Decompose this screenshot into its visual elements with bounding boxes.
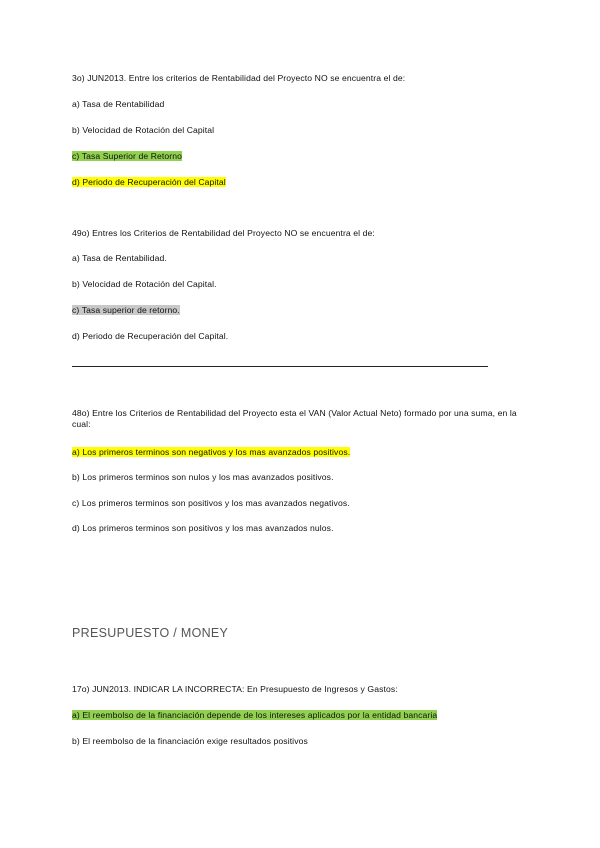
highlighted-option-text: a) Los primeros terminos son negativos y los mas avanzados positivos.	[72, 447, 351, 457]
option-text: a) Tasa de Rentabilidad.	[72, 253, 167, 263]
option-text: b) Los primeros terminos son nulos y los mas avanzados positivos.	[72, 472, 334, 482]
question-49-option-c	[72, 305, 180, 316]
question-48-option-c	[72, 498, 350, 509]
question-3-option-a	[72, 99, 164, 110]
question-49-label: 49o) Entres los Criterios de Rentabilidad del Proyecto NO se encuentra el de:	[72, 228, 375, 238]
highlighted-option-text: c) Tasa Superior de Retorno	[72, 151, 183, 161]
question-49-option-b	[72, 279, 217, 290]
question-3-option-b	[72, 125, 214, 136]
question-48-label: 48o) Entre los Criterios de Rentabilidad del Proyecto esta el VAN (Valor Actual Neto) formado por una suma, en la cual:	[72, 408, 517, 429]
option-text: a) Tasa de Rentabilidad	[72, 99, 165, 109]
option-text: b) El reembolso de la financiación exige resultados positivos	[72, 736, 308, 746]
question-48-text	[72, 408, 524, 430]
question-3-label: 3o) JUN2013. Entre los criterios de Rentabilidad del Proyecto NO se encuentra el de:	[72, 73, 406, 83]
question-3-option-d	[72, 177, 226, 188]
option-text: b) Velocidad de Rotación del Capital.	[72, 279, 217, 289]
question-49-option-a	[72, 253, 167, 264]
option-text: d) Los primeros terminos son positivos y los mas avanzados nulos.	[72, 523, 334, 533]
question-17-option-b	[72, 736, 308, 747]
option-text: c) Los primeros terminos son positivos y los mas avanzados negativos.	[72, 498, 350, 508]
highlighted-option-text: c) Tasa superior de retorno.	[72, 305, 180, 315]
highlighted-option-text: d) Periodo de Recuperación del Capital	[72, 177, 226, 187]
question-17-option-a	[72, 710, 437, 721]
question-48-option-b	[72, 472, 334, 483]
question-48-option-d	[72, 523, 334, 534]
question-17-text	[72, 684, 398, 695]
question-48-option-a	[72, 447, 350, 458]
option-text: b) Velocidad de Rotación del Capital	[72, 125, 215, 135]
question-49-option-d	[72, 331, 228, 342]
section-heading: PRESUPUESTO / MONEY	[72, 626, 229, 640]
horizontal-divider	[72, 366, 488, 367]
question-17-label: 17o) JUN2013. INDICAR LA INCORRECTA: En Presupuesto de Ingresos y Gastos:	[72, 684, 398, 694]
option-text: d) Periodo de Recuperación del Capital.	[72, 331, 229, 341]
question-49-text	[72, 228, 375, 239]
question-3-text	[72, 73, 405, 84]
question-3-option-c	[72, 151, 182, 162]
highlighted-option-text: a) El reembolso de la financiación depende de los intereses aplicados por la entidad bancaria	[72, 710, 438, 720]
